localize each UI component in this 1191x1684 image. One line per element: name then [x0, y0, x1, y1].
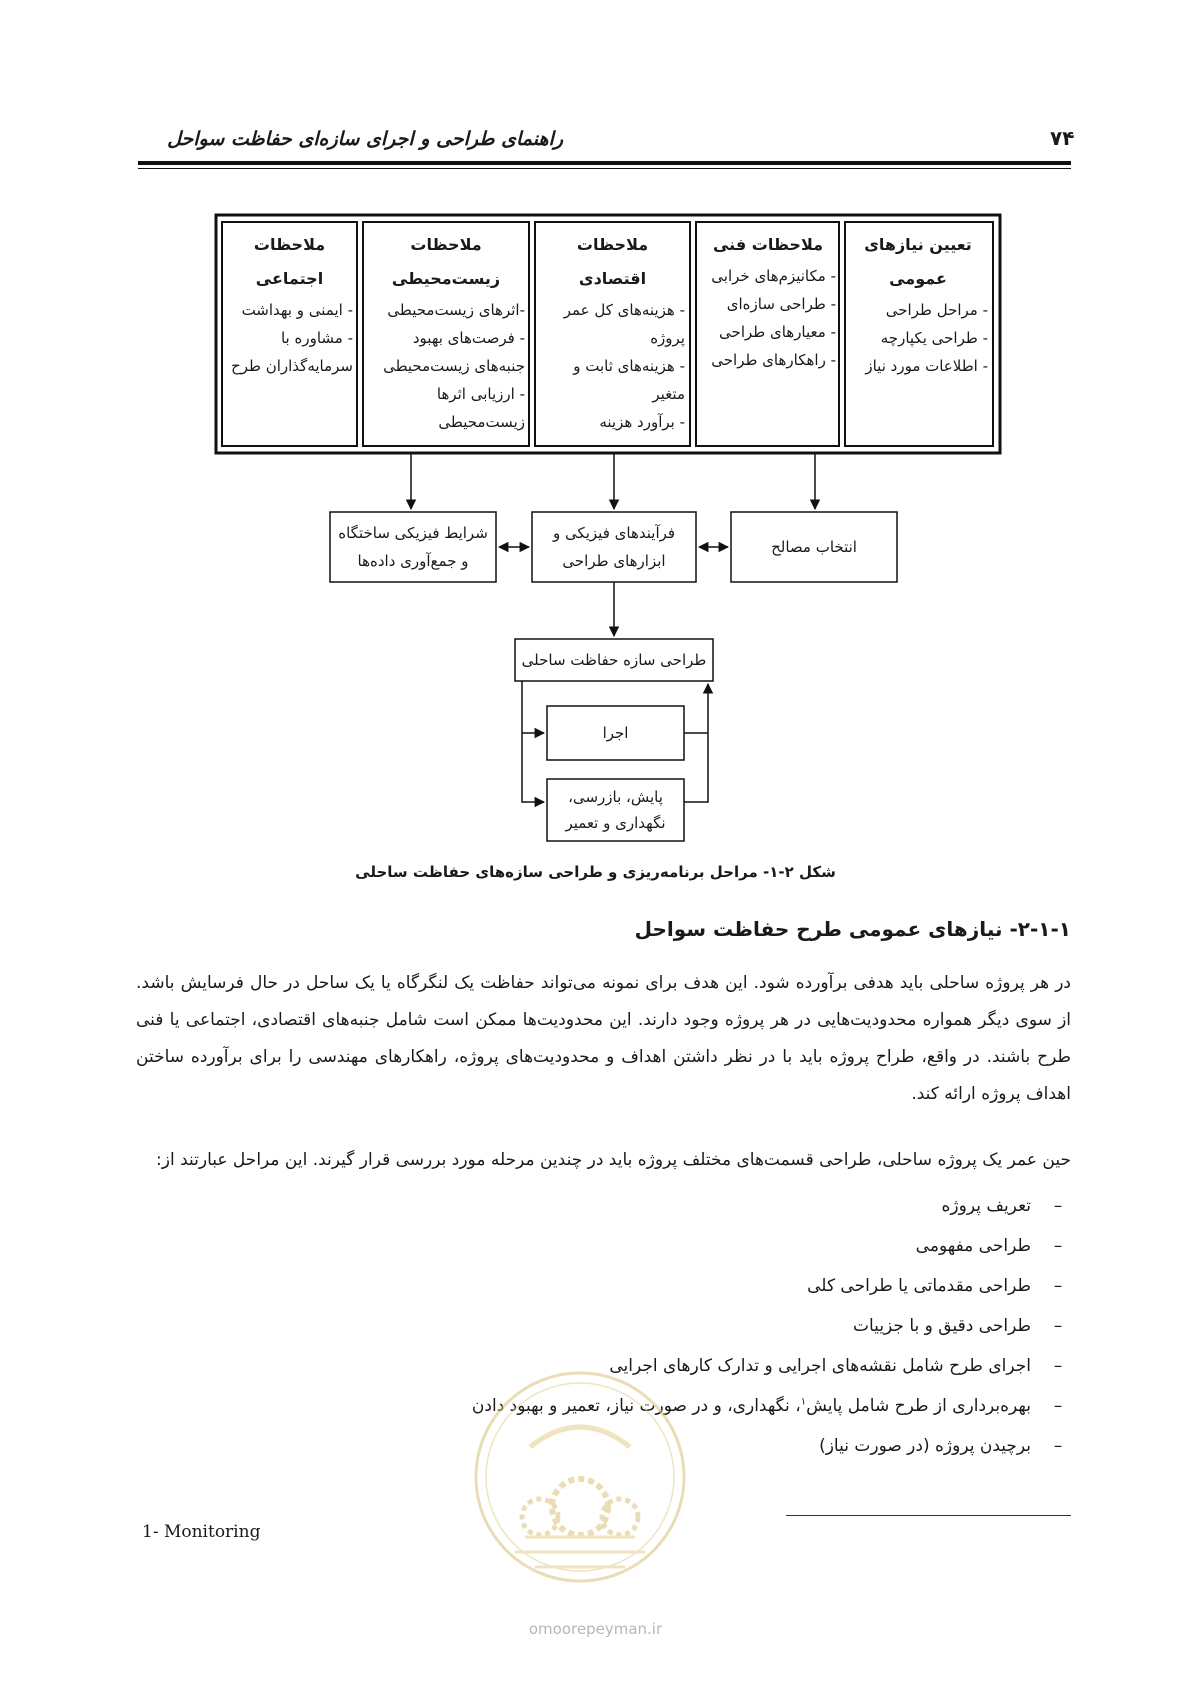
column-item: پروژه [650, 329, 685, 347]
monitoring-label [548, 780, 683, 840]
column-title: ملاحظات فنی [712, 235, 824, 254]
column-item: -اثرهای زیست‌محیطی [387, 301, 525, 319]
list-item-text: طراحی مفهومی [915, 1236, 1031, 1256]
figure-caption: شکل ۲-۱- مراحل برنامه‌ریزی و طراحی سازه‌های حفاظت ساحلی [355, 863, 836, 881]
site-conditions-line: شرایط فیزیکی ساختگاه [338, 524, 488, 542]
list-dash: – [1053, 1356, 1063, 1376]
column-title: ملاحظات [410, 235, 482, 254]
column-item: - معیارهای طراحی [719, 323, 836, 341]
site-conditions-label [331, 513, 495, 581]
column-technical [700, 228, 836, 374]
execution-label: اجرا [602, 724, 629, 742]
paragraph: در هر پروژه ساحلی باید هدفی برآورده شود. این هدف برای نمونه می‌تواند حفاظت یک لنگرگاه یا یک ساحل در حال فرسایش باشد. از سوی دیگر همواره محدودیت‌هایی در هر پروژه وجود دارند. این محدودیت‌ها ممکن است شامل جنبه‌های اقتصادی، اجتماعی یا فنی طرح باشند. در واقع، طراح پروژه باید با در نظر داشتن اهداف و محدودیت‌های پروژه، راهکارهای مهندسی را برای برآورده ساختن اهداف پروژه ارائه کند. [136, 973, 1071, 1104]
column-title: ملاحظات [576, 235, 649, 254]
column-item: - مراحل طراحی [885, 301, 988, 319]
column-item: - ایمنی و بهداشت [241, 301, 353, 319]
column-item: - مشاوره با [280, 329, 353, 347]
list-dash: – [1053, 1396, 1063, 1416]
column-item: - برآورد هزینه [599, 413, 685, 431]
column-item: - فرصت‌های بهبود [412, 329, 525, 347]
column-title: اجتماعی [255, 269, 324, 288]
column-item: جنبه‌های زیست‌محیطی [383, 357, 525, 375]
column-item: - هزینه‌های ثابت و [573, 357, 685, 375]
column-title: تعیین نیازهای [864, 235, 972, 254]
monitoring-line: پایش، بازرسی، [568, 788, 663, 806]
site-conditions-line: و جمع‌آوری داده‌ها [357, 552, 469, 570]
column-economic [540, 228, 685, 436]
column-item: - اطلاعات مورد نیاز [865, 357, 988, 375]
loop-left [522, 681, 544, 802]
list-dash: – [1053, 1436, 1063, 1456]
watermark-seal [470, 1367, 690, 1587]
list-dash: – [1053, 1236, 1063, 1256]
column-item: سرمایه‌گذاران طرح [231, 357, 353, 375]
physical-processes-line: ابزارهای طراحی [562, 552, 666, 570]
column-item: - طراحی سازه‌ای [726, 295, 836, 313]
list-item-text: برچیدن پروژه (در صورت نیاز) [819, 1436, 1031, 1456]
list-item-text-start: بهره‌برداری از طرح شامل پایش [806, 1396, 1031, 1416]
monitoring-line: نگهداری و تعمیر [565, 814, 666, 832]
column-title: عمومی [889, 269, 947, 288]
list-item [472, 1306, 1071, 1346]
list-item-text: تعریف پروژه [941, 1196, 1031, 1216]
footnote: 1- Monitoring [142, 1522, 261, 1542]
column-environment [367, 228, 525, 436]
page-number: ۷۴ [1050, 126, 1075, 150]
column-item: - مکانیزم‌های خرابی [711, 267, 836, 285]
physical-processes-line: فرآیندهای فیزیکی و [552, 524, 676, 542]
structure-design-label: طراحی سازه حفاظت ساحلی [521, 651, 707, 669]
list-item-text: اجرای طرح شامل نقشه‌های اجرایی و تدارک کارهای اجرایی [609, 1356, 1031, 1376]
footnote-ref[interactable]: ۱ [800, 1396, 807, 1408]
column-title: ملاحظات [253, 235, 326, 254]
material-selection-label: انتخاب مصالح [771, 538, 857, 556]
list-dash: – [1053, 1276, 1063, 1296]
column-item: - ارزیابی اثرها [436, 385, 525, 403]
list-item-text: طراحی دقیق و با جزییات [853, 1316, 1031, 1336]
footnote-rule [786, 1515, 1071, 1516]
list-item [472, 1226, 1071, 1266]
column-item: - هزینه‌های کل عمر [563, 301, 685, 319]
list-item [472, 1266, 1071, 1306]
list-item [472, 1186, 1071, 1226]
column-social [226, 228, 353, 380]
column-item: متغیر [652, 385, 685, 403]
watermark-url: omoorepeyman.ir [528, 1620, 663, 1638]
column-item: - راهکارهای طراحی [711, 351, 836, 369]
header-rule [138, 161, 1071, 165]
column-title: اقتصادی [578, 269, 647, 288]
running-header-title: راهنمای طراحی و اجرای سازه‌ای حفاظت سواحل [167, 128, 563, 150]
list-item-text: طراحی مقدماتی یا طراحی کلی [807, 1276, 1031, 1296]
list-dash: – [1053, 1316, 1063, 1336]
column-item: - طراحی یکپارچه [880, 329, 988, 347]
paragraph: حین عمر یک پروژه ساحلی، طراحی قسمت‌های مختلف پروژه باید در چندین مرحله مورد بررسی قرار گیرند. این مراحل عبارتند از: [156, 1150, 1071, 1170]
column-general [848, 228, 988, 380]
section-heading: ۲-۱-۱- نیازهای عمومی طرح حفاظت سواحل [634, 917, 1071, 941]
list-dash: – [1053, 1196, 1063, 1216]
column-title: زیست‌محیطی [391, 269, 501, 288]
list-item-text-end: ، نگهداری، و در صورت نیاز، تعمیر و بهبود دادن [471, 1396, 801, 1416]
physical-processes-label [533, 513, 695, 581]
loop-right [684, 684, 708, 802]
column-item: زیست‌محیطی [438, 413, 525, 431]
header-rule-thin [138, 168, 1071, 169]
